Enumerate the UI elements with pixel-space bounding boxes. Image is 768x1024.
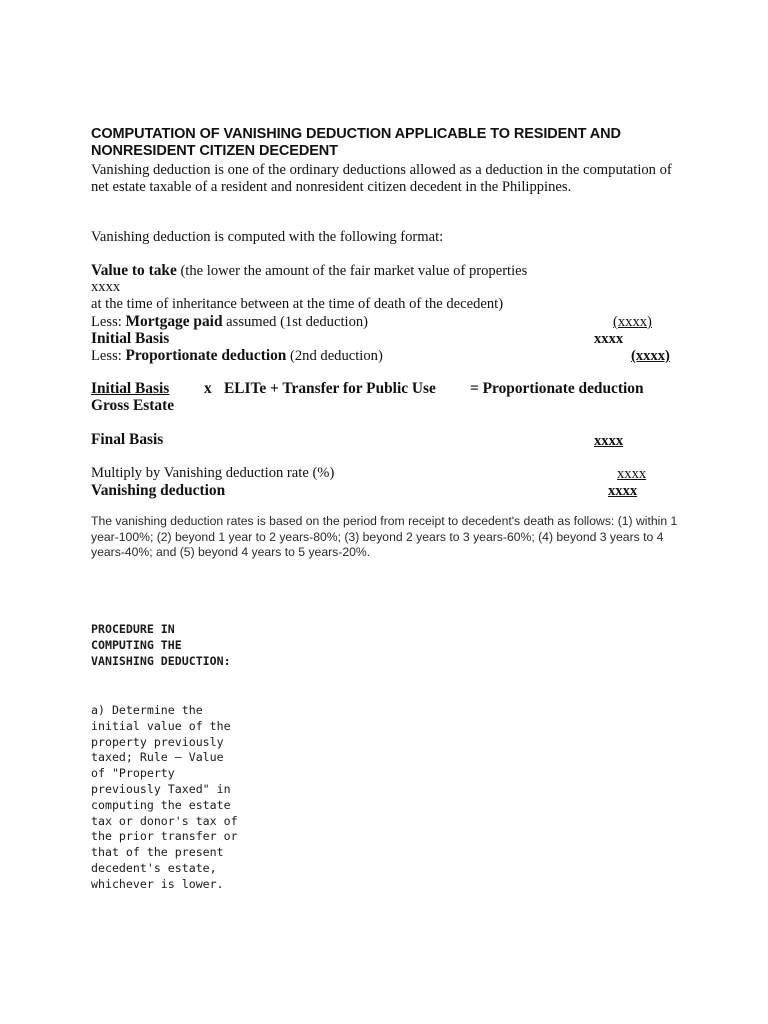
- vanishing-deduction-label: Vanishing deduction: [91, 482, 226, 499]
- mortgage-paid-label: Mortgage paid: [125, 313, 223, 330]
- mortgage-paid-amount: (xxxx): [613, 314, 652, 330]
- intro-paragraph: Vanishing deduction is one of the ordinary deductions allowed as a deduction in the computation of net estate taxable of a resident and nonresident citizen decedent in the Philippines.: [91, 162, 672, 195]
- less-proportionate-line: [91, 347, 383, 365]
- initial-basis-label: Initial Basis: [91, 330, 170, 347]
- initial-basis-amount: xxxx: [594, 331, 624, 347]
- proportionate-deduction-label: Proportionate deduction: [125, 347, 287, 364]
- value-to-take-amount: xxxx: [91, 279, 121, 295]
- less-prefix: Less:: [91, 314, 126, 330]
- page-title: [91, 126, 621, 160]
- vanishing-deduction-amount: xxxx: [608, 483, 638, 499]
- proportionate-deduction-amount: (xxxx): [631, 348, 670, 364]
- final-basis-label: Final Basis: [91, 431, 164, 448]
- value-to-take-desc: (the lower the amount of the fair market value of properties: [176, 263, 528, 279]
- formula-result: = Proportionate deduction: [470, 380, 644, 397]
- mortgage-paid-desc: assumed (1st deduction): [222, 314, 369, 330]
- rates-note: The vanishing deduction rates is based on the period from receipt to decedent's death as follows: (1) within 1 year-100%; (2) beyond 1 year to 2 years-80%; (3) beyond 2 years to 3 years-60%; (4) beyond 3 years to 4 years-40%; and (5) beyond 4 years to 5 years-20%.: [91, 514, 678, 559]
- title-line-1: COMPUTATION OF VANISHING DEDUCTION APPLICABLE TO RESIDENT AND: [91, 126, 621, 142]
- formula-elite: ELITe + Transfer for Public Use: [224, 380, 436, 397]
- value-to-take-line: [91, 262, 527, 280]
- procedure-heading: PROCEDURE IN COMPUTING THE VANISHING DEDUCTION:: [91, 622, 231, 668]
- less-prefix-2: Less:: [91, 348, 126, 364]
- value-to-take-label: Value to take: [91, 262, 177, 279]
- formula-denominator: Gross Estate: [91, 397, 175, 414]
- procedure-step-a: a) Determine the initial value of the property previously taxed; Rule – Value of "Property previously Taxed" in computing the estate tax or donor's tax of the prior transfer or that of the present decedent's estate, whichever is lower.: [91, 703, 238, 891]
- formula-numerator: Initial Basis: [91, 380, 170, 397]
- less-mortgage-line: [91, 313, 368, 331]
- multiply-rate-label: Multiply by Vanishing deduction rate (%): [91, 465, 335, 481]
- multiply-rate-amount: xxxx: [617, 466, 647, 482]
- format-intro: Vanishing deduction is computed with the following format:: [91, 229, 444, 245]
- title-line-2: NONRESIDENT CITIZEN DECEDENT: [91, 143, 338, 159]
- value-to-take-desc2: at the time of inheritance between at the time of death of the decedent): [91, 296, 504, 312]
- formula-multiply: x: [204, 380, 212, 397]
- final-basis-amount: xxxx: [594, 433, 624, 449]
- proportionate-deduction-desc: (2nd deduction): [286, 348, 383, 364]
